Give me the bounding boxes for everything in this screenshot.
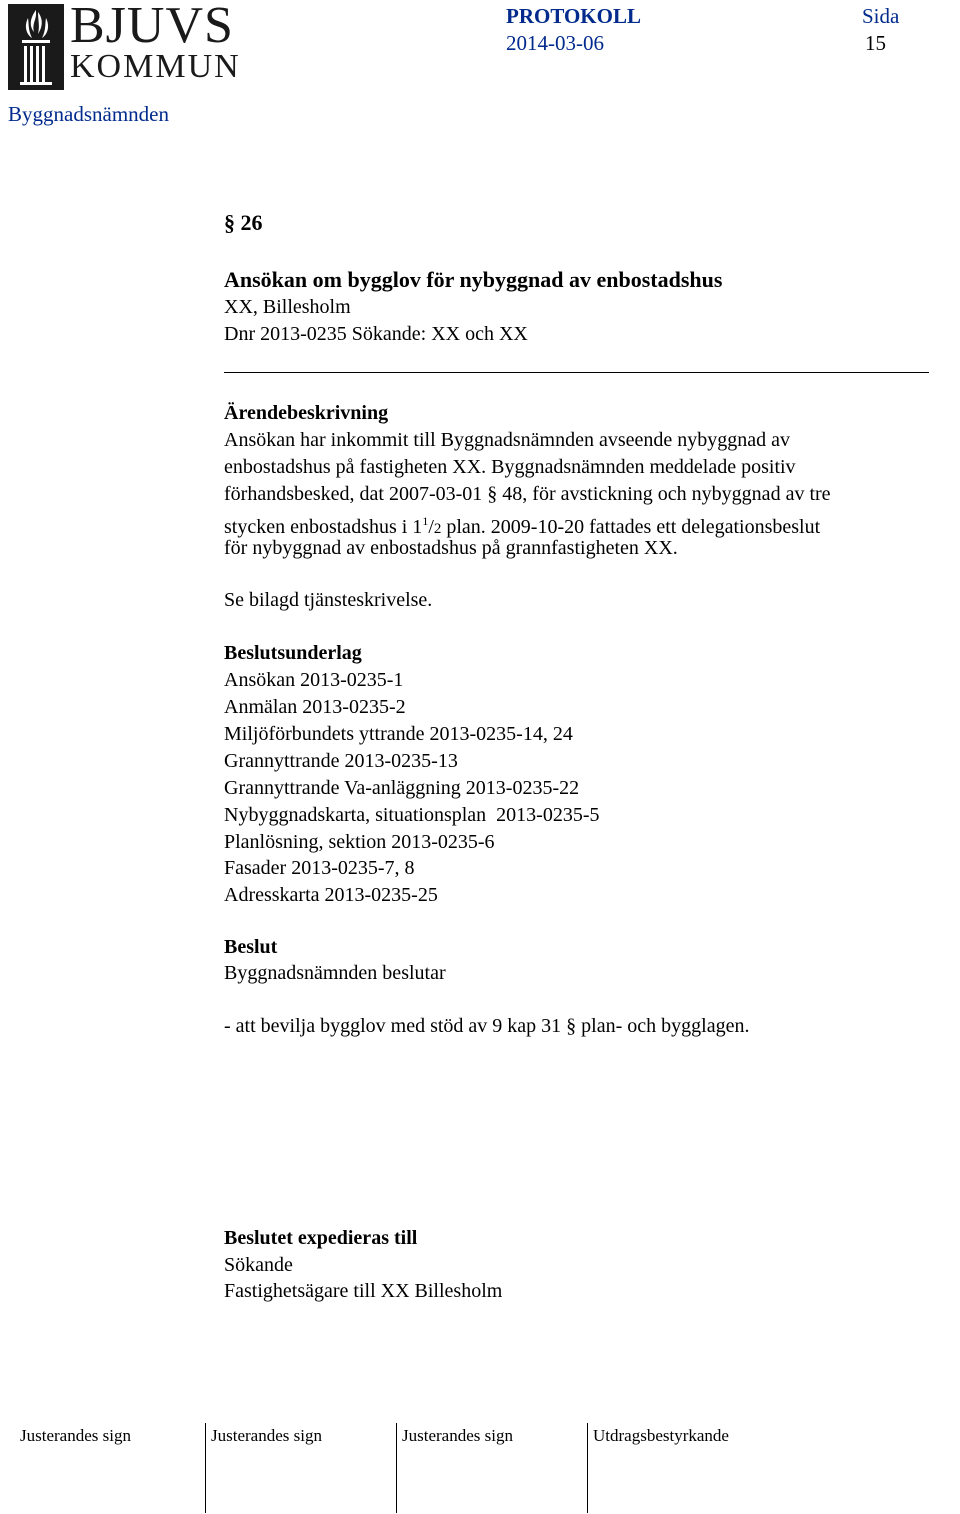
page-number: 15 <box>865 31 886 55</box>
signature-divider <box>587 1423 588 1513</box>
signature-box-label: Justerandes sign <box>402 1426 513 1445</box>
paragraph-symbol: § <box>487 483 498 505</box>
dispatch-heading: Beslutet expedieras till <box>224 1227 418 1249</box>
committee-name: Byggnadsnämnden <box>8 102 169 126</box>
basis-heading: Beslutsunderlag <box>224 642 362 664</box>
basis-item: Grannyttrande Va-anläggning 2013-0235-22 <box>224 777 580 799</box>
signature-box-label: Justerandes sign <box>20 1426 131 1445</box>
fraction-denominator: 2 <box>433 521 442 537</box>
title-separator <box>224 372 929 373</box>
description-line: för nybyggnad av enbostadshus på grannfastigheten XX. <box>224 537 678 559</box>
logo-text-kommun: KOMMUN <box>70 48 241 85</box>
signature-divider <box>396 1423 397 1513</box>
document-type: PROTOKOLL <box>506 4 641 28</box>
signature-box-label: Utdragsbestyrkande <box>593 1426 729 1445</box>
basis-item: Fasader 2013-0235-7, 8 <box>224 857 415 879</box>
section-number: 26 <box>240 210 263 235</box>
basis-item: Ansökan 2013-0235-1 <box>224 669 404 691</box>
description-line <box>224 481 831 508</box>
basis-item: Anmälan 2013-0235-2 <box>224 696 406 718</box>
description-text: stycken enbostadshus i 1 <box>224 516 423 538</box>
meeting-date: 2014-03-06 <box>506 31 604 55</box>
section-symbol: § <box>224 210 235 235</box>
basis-item: Grannyttrande 2013-0235-13 <box>224 750 458 772</box>
decision-line: Byggnadsnämnden beslutar <box>224 962 446 984</box>
decision-line <box>224 1013 749 1040</box>
decision-text: - att bevilja bygglov med stöd av 9 kap 31 <box>224 1015 567 1037</box>
basis-item: Adresskarta 2013-0235-25 <box>224 884 438 906</box>
paragraph-symbol: § <box>566 1015 577 1037</box>
page-label: Sida <box>862 4 900 28</box>
section-heading <box>224 210 263 236</box>
municipality-logo <box>8 0 258 90</box>
description-text: 48, för avstickning och nybyggnad av tre <box>497 483 831 505</box>
description-line: Se bilagd tjänsteskrivelse. <box>224 589 433 611</box>
description-heading: Ärendebeskrivning <box>224 402 389 424</box>
basis-item: Miljöförbundets yttrande 2013-0235-14, 24 <box>224 723 573 745</box>
decision-text: plan- och bygglagen. <box>576 1015 750 1037</box>
case-title: Ansökan om bygglov för nybyggnad av enbostadshus <box>224 267 723 292</box>
description-text: plan. 2009-10-20 fattades ett delegationsbeslut <box>441 516 821 538</box>
dispatch-recipient: Fastighetsägare till XX Billesholm <box>224 1280 503 1302</box>
case-property: XX, Billesholm <box>224 296 351 318</box>
torch-emblem-icon <box>8 4 64 90</box>
basis-item: Nybyggnadskarta, situationsplan 2013-0235-5 <box>224 804 600 826</box>
signature-divider <box>205 1423 206 1513</box>
fraction-numerator: 1 <box>422 514 429 528</box>
description-text: förhandsbesked, dat 2007-03-01 <box>224 483 488 505</box>
signature-box-label: Justerandes sign <box>211 1426 322 1445</box>
logo-text-bjuvs: BJUVS <box>70 0 234 54</box>
dispatch-recipient: Sökande <box>224 1254 293 1276</box>
basis-item: Planlösning, sektion 2013-0235-6 <box>224 831 495 853</box>
decision-heading: Beslut <box>224 936 278 958</box>
description-line: Ansökan har inkommit till Byggnadsnämnden avseende nybyggnad av <box>224 429 791 451</box>
fraction-slash: / <box>428 516 434 538</box>
description-line: enbostadshus på fastigheten XX. Byggnadsnämnden meddelade positiv <box>224 456 796 478</box>
case-dnr: Dnr 2013-0235 Sökande: XX och XX <box>224 323 528 345</box>
